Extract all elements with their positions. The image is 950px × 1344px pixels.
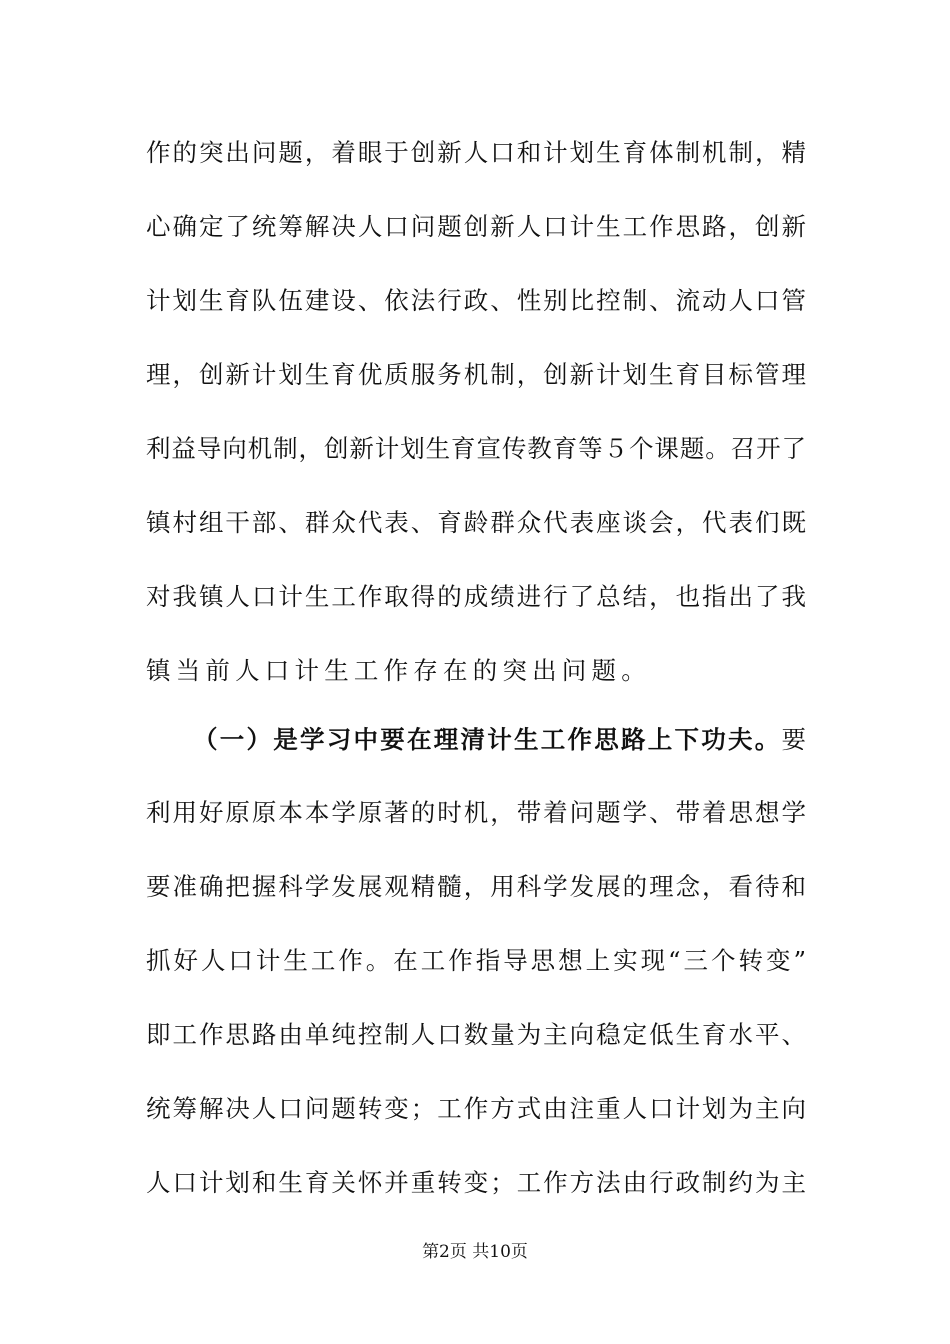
paragraph-1-line-2: 心确定了统筹解决人口问题创新人口计生工作思路，创新 [146, 212, 806, 241]
page-number-footer: 第2页 共10页 [422, 1242, 528, 1262]
paragraph-1-line-8: 镇当前人口计生工作存在的突出问题。 [146, 656, 651, 685]
paragraph-2-line-4: 抓好人口计生工作。在工作指导思想上实现“三个转变” [146, 946, 806, 975]
paragraph-2-heading-line [193, 720, 806, 760]
paragraph-1-line-3: 计划生育队伍建设、依法行政、性别比控制、流动人口管 [146, 286, 806, 315]
paragraph-1-line-1: 作的突出问题，着眼于创新人口和计划生育体制机制，精 [146, 138, 806, 167]
paragraph-1-line-7: 对我镇人口计生工作取得的成绩进行了总结，也指出了我 [146, 582, 806, 611]
section-heading: （一）是学习中要在理清计生工作思路上下功夫。 [193, 725, 782, 754]
paragraph-2-line-7: 人口计划和生育关怀并重转变；工作方法由行政制约为主 [146, 1168, 806, 1197]
heading-line-tail: 要 [781, 725, 806, 754]
paragraph-1-line-4: 理，创新计划生育优质服务机制，创新计划生育目标管理 [146, 360, 806, 389]
paragraph-1-line-5: 利益导向机制，创新计划生育宣传教育等５个课题。召开了 [146, 434, 806, 463]
paragraph-2-line-3: 要准确把握科学发展观精髓，用科学发展的理念，看待和 [146, 872, 806, 901]
paragraph-2-line-5: 即工作思路由单纯控制人口数量为主向稳定低生育水平、 [146, 1020, 806, 1049]
paragraph-2-line-2: 利用好原原本本学原著的时机，带着问题学、带着思想学 [146, 798, 806, 827]
paragraph-1-line-6: 镇村组干部、群众代表、育龄群众代表座谈会，代表们既 [146, 508, 806, 537]
paragraph-2-line-6: 统筹解决人口问题转变；工作方式由注重人口计划为主向 [146, 1094, 806, 1123]
